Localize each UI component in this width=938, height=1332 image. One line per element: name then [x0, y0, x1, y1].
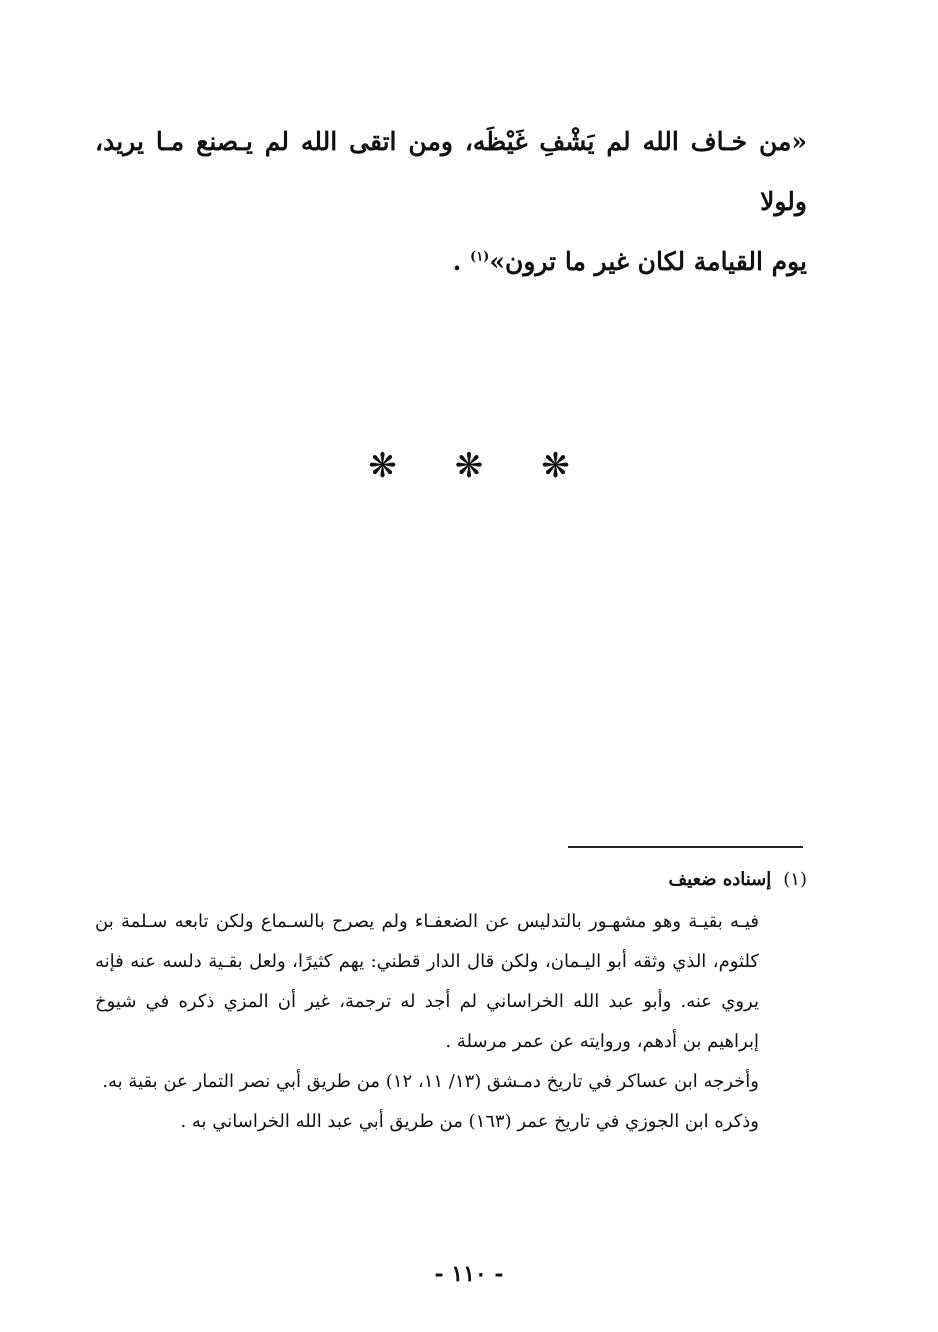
- footnote-title: إسناده ضعيف: [668, 869, 772, 890]
- asterism-star-icon: ❋: [541, 446, 570, 486]
- footnote-reference[interactable]: (١): [470, 249, 490, 265]
- section-separator: [0, 436, 938, 496]
- footnote-paragraph: وذكره ابن الجوزي في تاريخ عمر (١٦٣) من طريق أبي عبد الله الخراساني به .: [180, 1111, 759, 1132]
- page-number: - ١١٠ -: [434, 1261, 504, 1287]
- main-text: [95, 112, 807, 292]
- footnote-divider: [568, 846, 803, 848]
- main-text-line-2: [95, 232, 807, 292]
- main-text-line-2-content: يوم القيامة لكان غير ما ترون»: [489, 247, 807, 276]
- footnote-heading: [95, 860, 807, 900]
- footnote-paragraph: فيـه بقيـة وهو مشهـور بالتدليس عن الضعفـاء ولم يصرح بالسـماع ولكن تابعه سـلمة بن كلثوم، الذي وثقه أبو اليـمان، ولكن قال الدار قطني: يهم كثيرًا، ولعل بقـية دلسه عنه فإنه يروي عنه. وأبو عبد الله الخراساني لم أجد له ترجمة، غير أن المزي ذكره في شيوخ إبراهيم بن أدهم، وروايته عن عمر مرسلة .: [95, 911, 759, 1052]
- main-text-line-2-end: .: [452, 247, 471, 276]
- footnote-body: [95, 902, 807, 1142]
- footnote: [95, 860, 807, 1142]
- footnote-paragraph: وأخرجه ابن عساكر في تاريخ دمـشق (١٣/ ١١، ١٢) من طريق أبي نصر التمار عن بقية به.: [102, 1071, 759, 1092]
- footnote-number: (١): [783, 869, 807, 890]
- asterism-star-icon: ❋: [454, 446, 484, 486]
- asterism-star-icon: ❋: [368, 446, 397, 486]
- main-text-line-1: «من خـاف الله لم يَشْفِ غَيْظَه، ومن اتقى الله لم يـصنع مـا يريد، ولولا: [95, 127, 807, 216]
